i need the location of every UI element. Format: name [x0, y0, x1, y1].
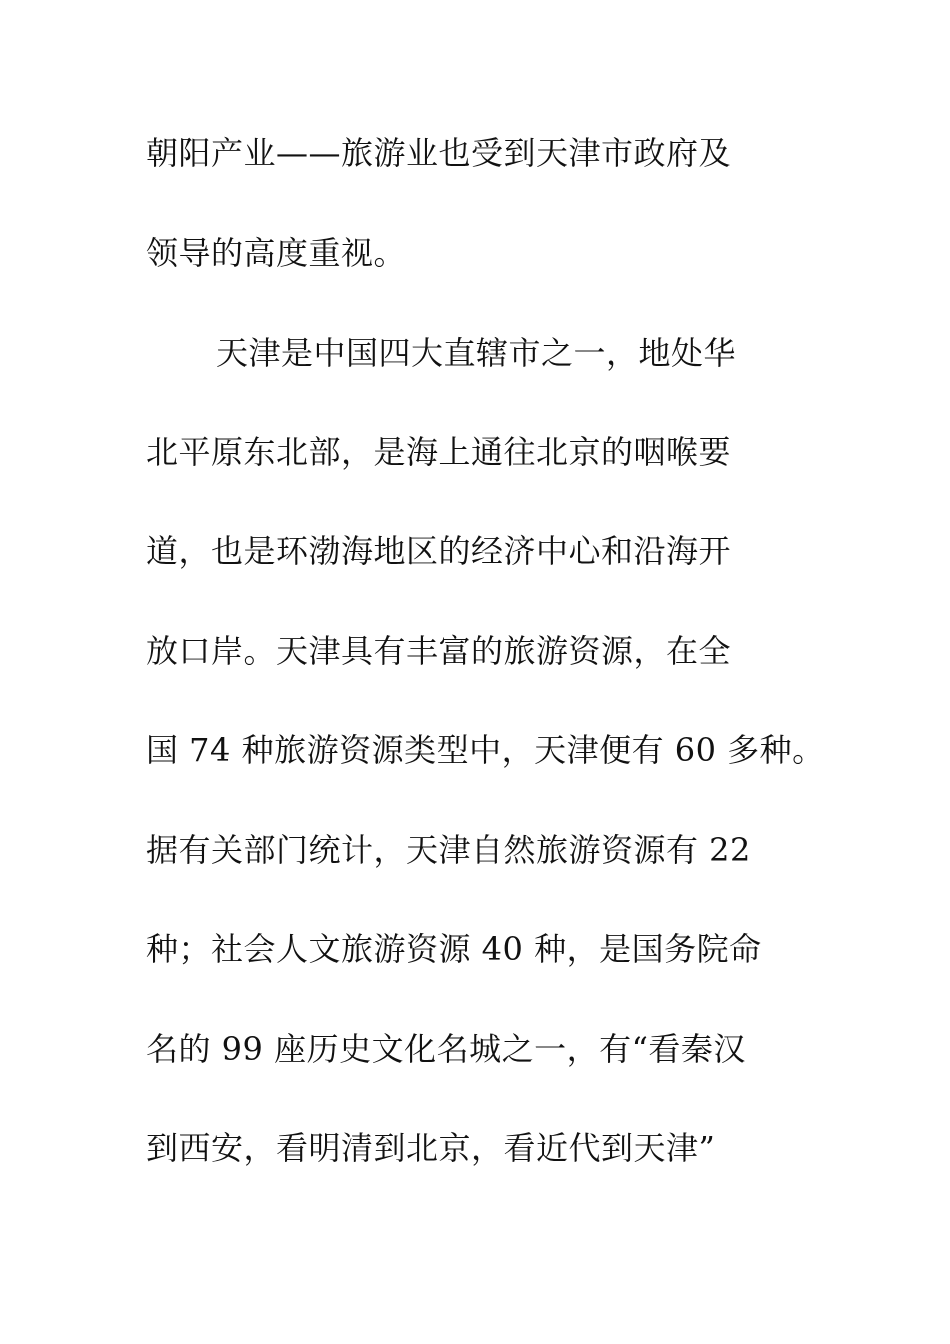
- paragraph-start-line: 天津是中国四大直辖市之一，地处华: [216, 334, 737, 372]
- text-line: 领导的高度重视。: [146, 234, 407, 272]
- text-line: 到西安，看明清到北京，看近代到天津”: [146, 1129, 716, 1167]
- text-line: 北平原东北部，是海上通往北京的咽喉要: [146, 433, 732, 471]
- text-line: 朝阳产业——旅游业也受到天津市政府及: [146, 134, 732, 172]
- text-line: 名的 99 座历史文化名城之一，有“看秦汉: [146, 1030, 746, 1068]
- text-line: 放口岸。天津具有丰富的旅游资源，在全: [146, 632, 732, 670]
- text-line: 道，也是环渤海地区的经济中心和沿海开: [146, 532, 732, 570]
- text-line: 据有关部门统计，天津自然旅游资源有 22: [146, 831, 751, 869]
- text-line: 国 74 种旅游资源类型中，天津便有 60 多种。: [146, 731, 825, 769]
- text-line: 种；社会人文旅游资源 40 种，是国务院命: [146, 930, 762, 968]
